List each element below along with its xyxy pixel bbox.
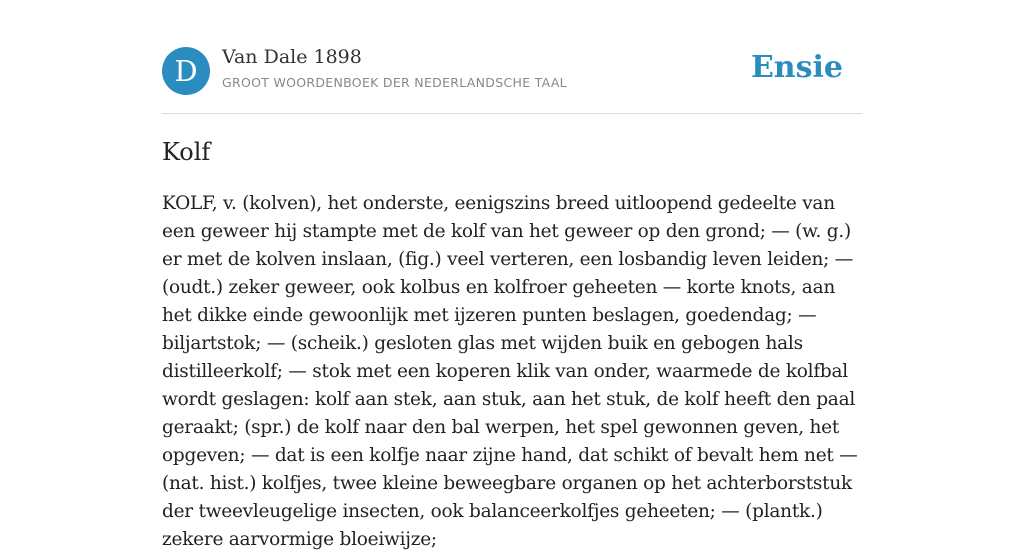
header-divider	[162, 113, 862, 114]
dictionary-header	[162, 44, 862, 100]
source-title[interactable]: Van Dale 1898	[222, 46, 362, 68]
entry-definition: KOLF, v. (kolven), het onderste, eenigszins breed uitloopend gedeelte van een geweer hij stampte met de kolf van het geweer op den grond; — (w. g.) er met de kolven inslaan, (fig.) veel verteren, een losbandig leven leiden; — (oudt.) zeker geweer, ook kolbus en kolfroer geheeten — korte knots, aan het dikke einde gewoonlijk met ijzeren punten beslagen, goedendag; — biljartstok; — (scheik.) gesloten glas met wijden buik en gebogen hals distilleerkolf; — stok met een koperen klik van onder, waarmede de kolfbal wordt geslagen: kolf aan stek, aan stuk, aan het stuk, de kolf heeft den paal geraakt; (spr.) de kolf naar den bal werpen, het spel gewonnen geven, het opgeven; — dat is een kolfje naar zijne hand, dat schikt of bevalt hem net — (nat. hist.) kolfjes, twee kleine beweegbare organen op het achterborststuk der tweevleugelige insecten, ook balanceerkolfjes geheeten; — (plantk.) zekere aarvormige bloeiwijze;	[162, 193, 858, 550]
source-avatar[interactable]: D	[162, 47, 210, 95]
source-subtitle: GROOT WOORDENBOEK DER NEDERLANDSCHE TAAL	[222, 75, 567, 90]
entry-title: Kolf	[162, 138, 211, 166]
ensie-logo-link[interactable]: Ensie	[750, 50, 843, 85]
